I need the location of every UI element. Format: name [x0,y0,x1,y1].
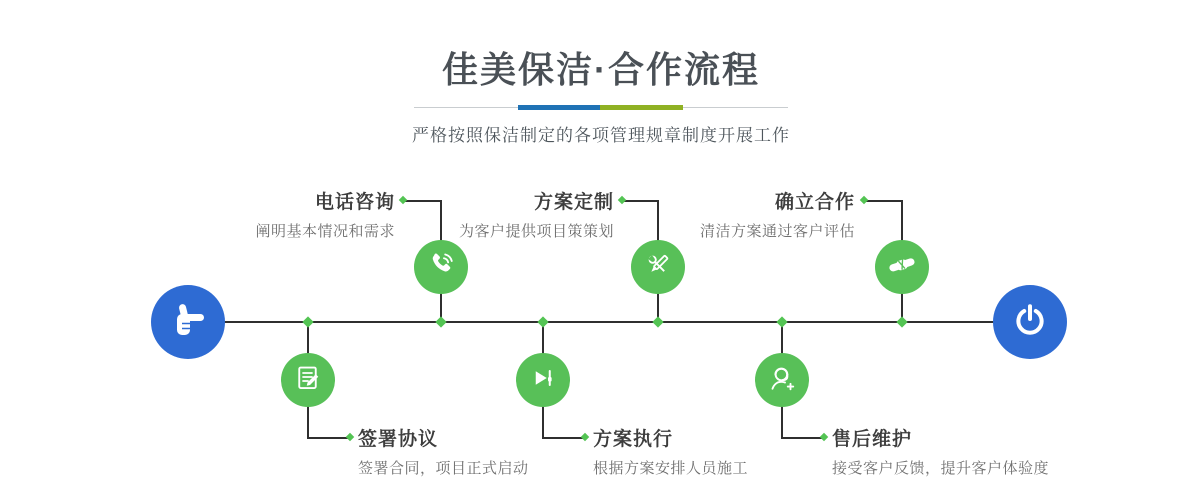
step-desc: 接受客户反馈，提升客户体验度 [832,460,1050,477]
step-label-plan-custom [459,187,614,241]
label-diamond [618,196,626,204]
connector-horizontal [781,437,824,439]
timeline-diamond [435,316,446,327]
timeline-diamond [302,316,313,327]
end-node [993,285,1067,359]
handshake-icon [887,250,917,285]
step-label-phone-consult [255,187,395,241]
label-diamond [346,433,354,441]
step-node-establish-coop [875,240,929,294]
timeline-diamond [896,316,907,327]
timeline-diamond [652,316,663,327]
section-subtitle: 严格按照保洁制定的各项管理规章制度开展工作 [412,126,790,145]
page-title: 佳美保洁·合作流程 [442,49,760,90]
connector-horizontal [307,437,350,439]
connector-horizontal [864,200,902,202]
step-desc: 阐明基本情况和需求 [255,223,395,240]
contract-icon [293,363,323,398]
start-node [151,285,225,359]
step-desc: 签署合同，项目正式启动 [358,460,529,477]
connector-horizontal [403,200,441,202]
step-desc: 清洁方案通过客户评估 [699,223,855,240]
step-title: 电话咨询 [314,192,395,213]
pencil-wrench-icon [643,250,673,285]
step-desc: 为客户提供项目策策划 [458,223,614,240]
play-slider-icon [528,363,558,398]
step-desc: 根据方案安排人员施工 [593,460,749,477]
step-label-sign-agreement [358,424,529,478]
timeline-diamond [537,316,548,327]
timeline-diamond [776,316,787,327]
connector-horizontal [622,200,658,202]
step-label-after-sales [832,424,1049,478]
step-node-after-sales [755,353,809,407]
step-title: 售后维护 [832,429,913,450]
divider-blue-segment [518,105,600,110]
step-node-sign-agreement [281,353,335,407]
step-title: 签署协议 [358,429,439,450]
label-diamond [399,196,407,204]
section-header [0,0,1202,146]
step-label-establish-coop [700,187,855,241]
connector-horizontal [542,437,585,439]
divider-green-segment [600,105,683,110]
label-diamond [860,196,868,204]
step-title: 方案定制 [533,192,614,213]
step-node-plan-execute [516,353,570,407]
label-diamond [820,433,828,441]
label-diamond [581,433,589,441]
step-title: 确立合作 [774,192,855,213]
pointing-hand-icon [168,300,208,345]
headset-plus-icon [767,363,797,398]
step-label-plan-execute [593,424,748,478]
step-node-plan-custom [631,240,685,294]
step-title: 方案执行 [593,429,674,450]
power-icon [1011,301,1049,344]
step-node-phone-consult [414,240,468,294]
title-divider [414,105,788,110]
phone-icon [426,250,456,285]
